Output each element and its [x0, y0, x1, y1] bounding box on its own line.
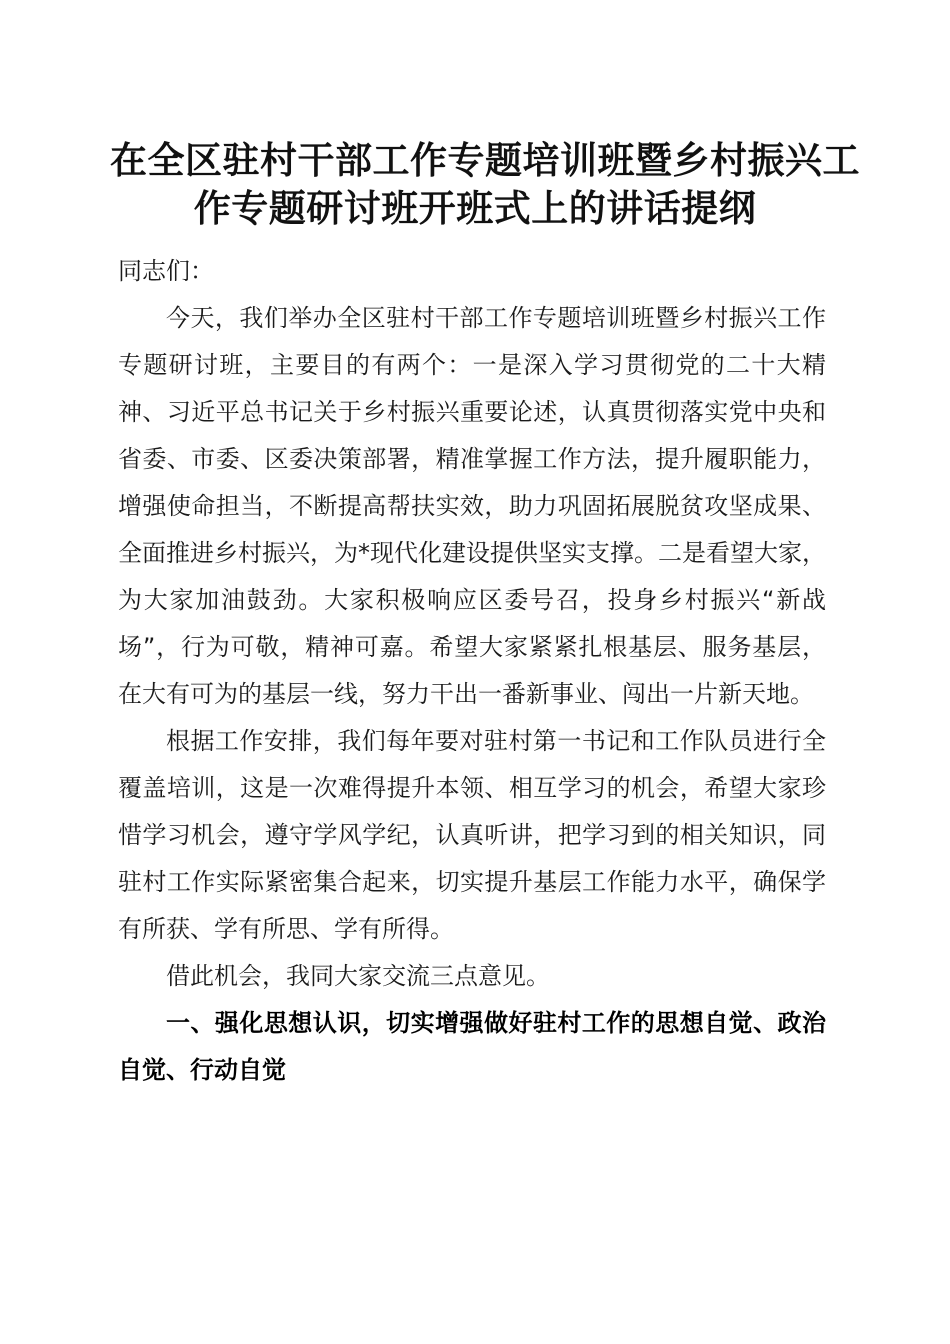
title-line-2: 作专题研讨班开班式上的讲话提纲	[193, 186, 757, 230]
title-line-1: 在全区驻村干部工作专题培训班暨乡村振兴工	[110, 138, 860, 182]
paragraph-training-arrangement: 根据工作安排，我们每年要对驻村第一书记和工作队员进行全覆盖培训，这是一次难得提升本领、相互学习的机会，希望大家珍惜学习机会，遵守学风学纪，认真听讲，把学习到的相关知识，同驻村工作实际紧密集合起来，切实提升基层工作能力水平，确保学有所获、学有所思、学有所得。	[118, 727, 826, 943]
paragraph-transition: 借此机会，我同大家交流三点意见。	[166, 962, 550, 990]
section-heading-1: 一、强化思想认识，切实增强做好驻村工作的思想自觉、政治自觉、行动自觉	[118, 1009, 826, 1084]
document-title	[110, 136, 860, 232]
paragraph-opening: 今天，我们举办全区驻村干部工作专题培训班暨乡村振兴工作专题研讨班，主要目的有两个：一是深入学习贯彻党的二十大精神、习近平总书记关于乡村振兴重要论述，认真贯彻落实党中央和省委、市委、区委决策部署，精准掌握工作方法，提升履职能力，增强使命担当，不断提高帮扶实效，助力巩固拓展脱贫攻坚成果、全面推进乡村振兴，为*现代化建设提供坚实支撑。二是看望大家，为大家加油鼓劲。大家积极响应区委号召，投身乡村振兴“新战场”，行为可敬，精神可嘉。希望大家紧紧扎根基层、服务基层，在大有可为的基层一线，努力干出一番新事业、闯出一片新天地。	[118, 304, 826, 708]
salutation: 同志们：	[118, 257, 214, 285]
document-body	[118, 248, 826, 1094]
